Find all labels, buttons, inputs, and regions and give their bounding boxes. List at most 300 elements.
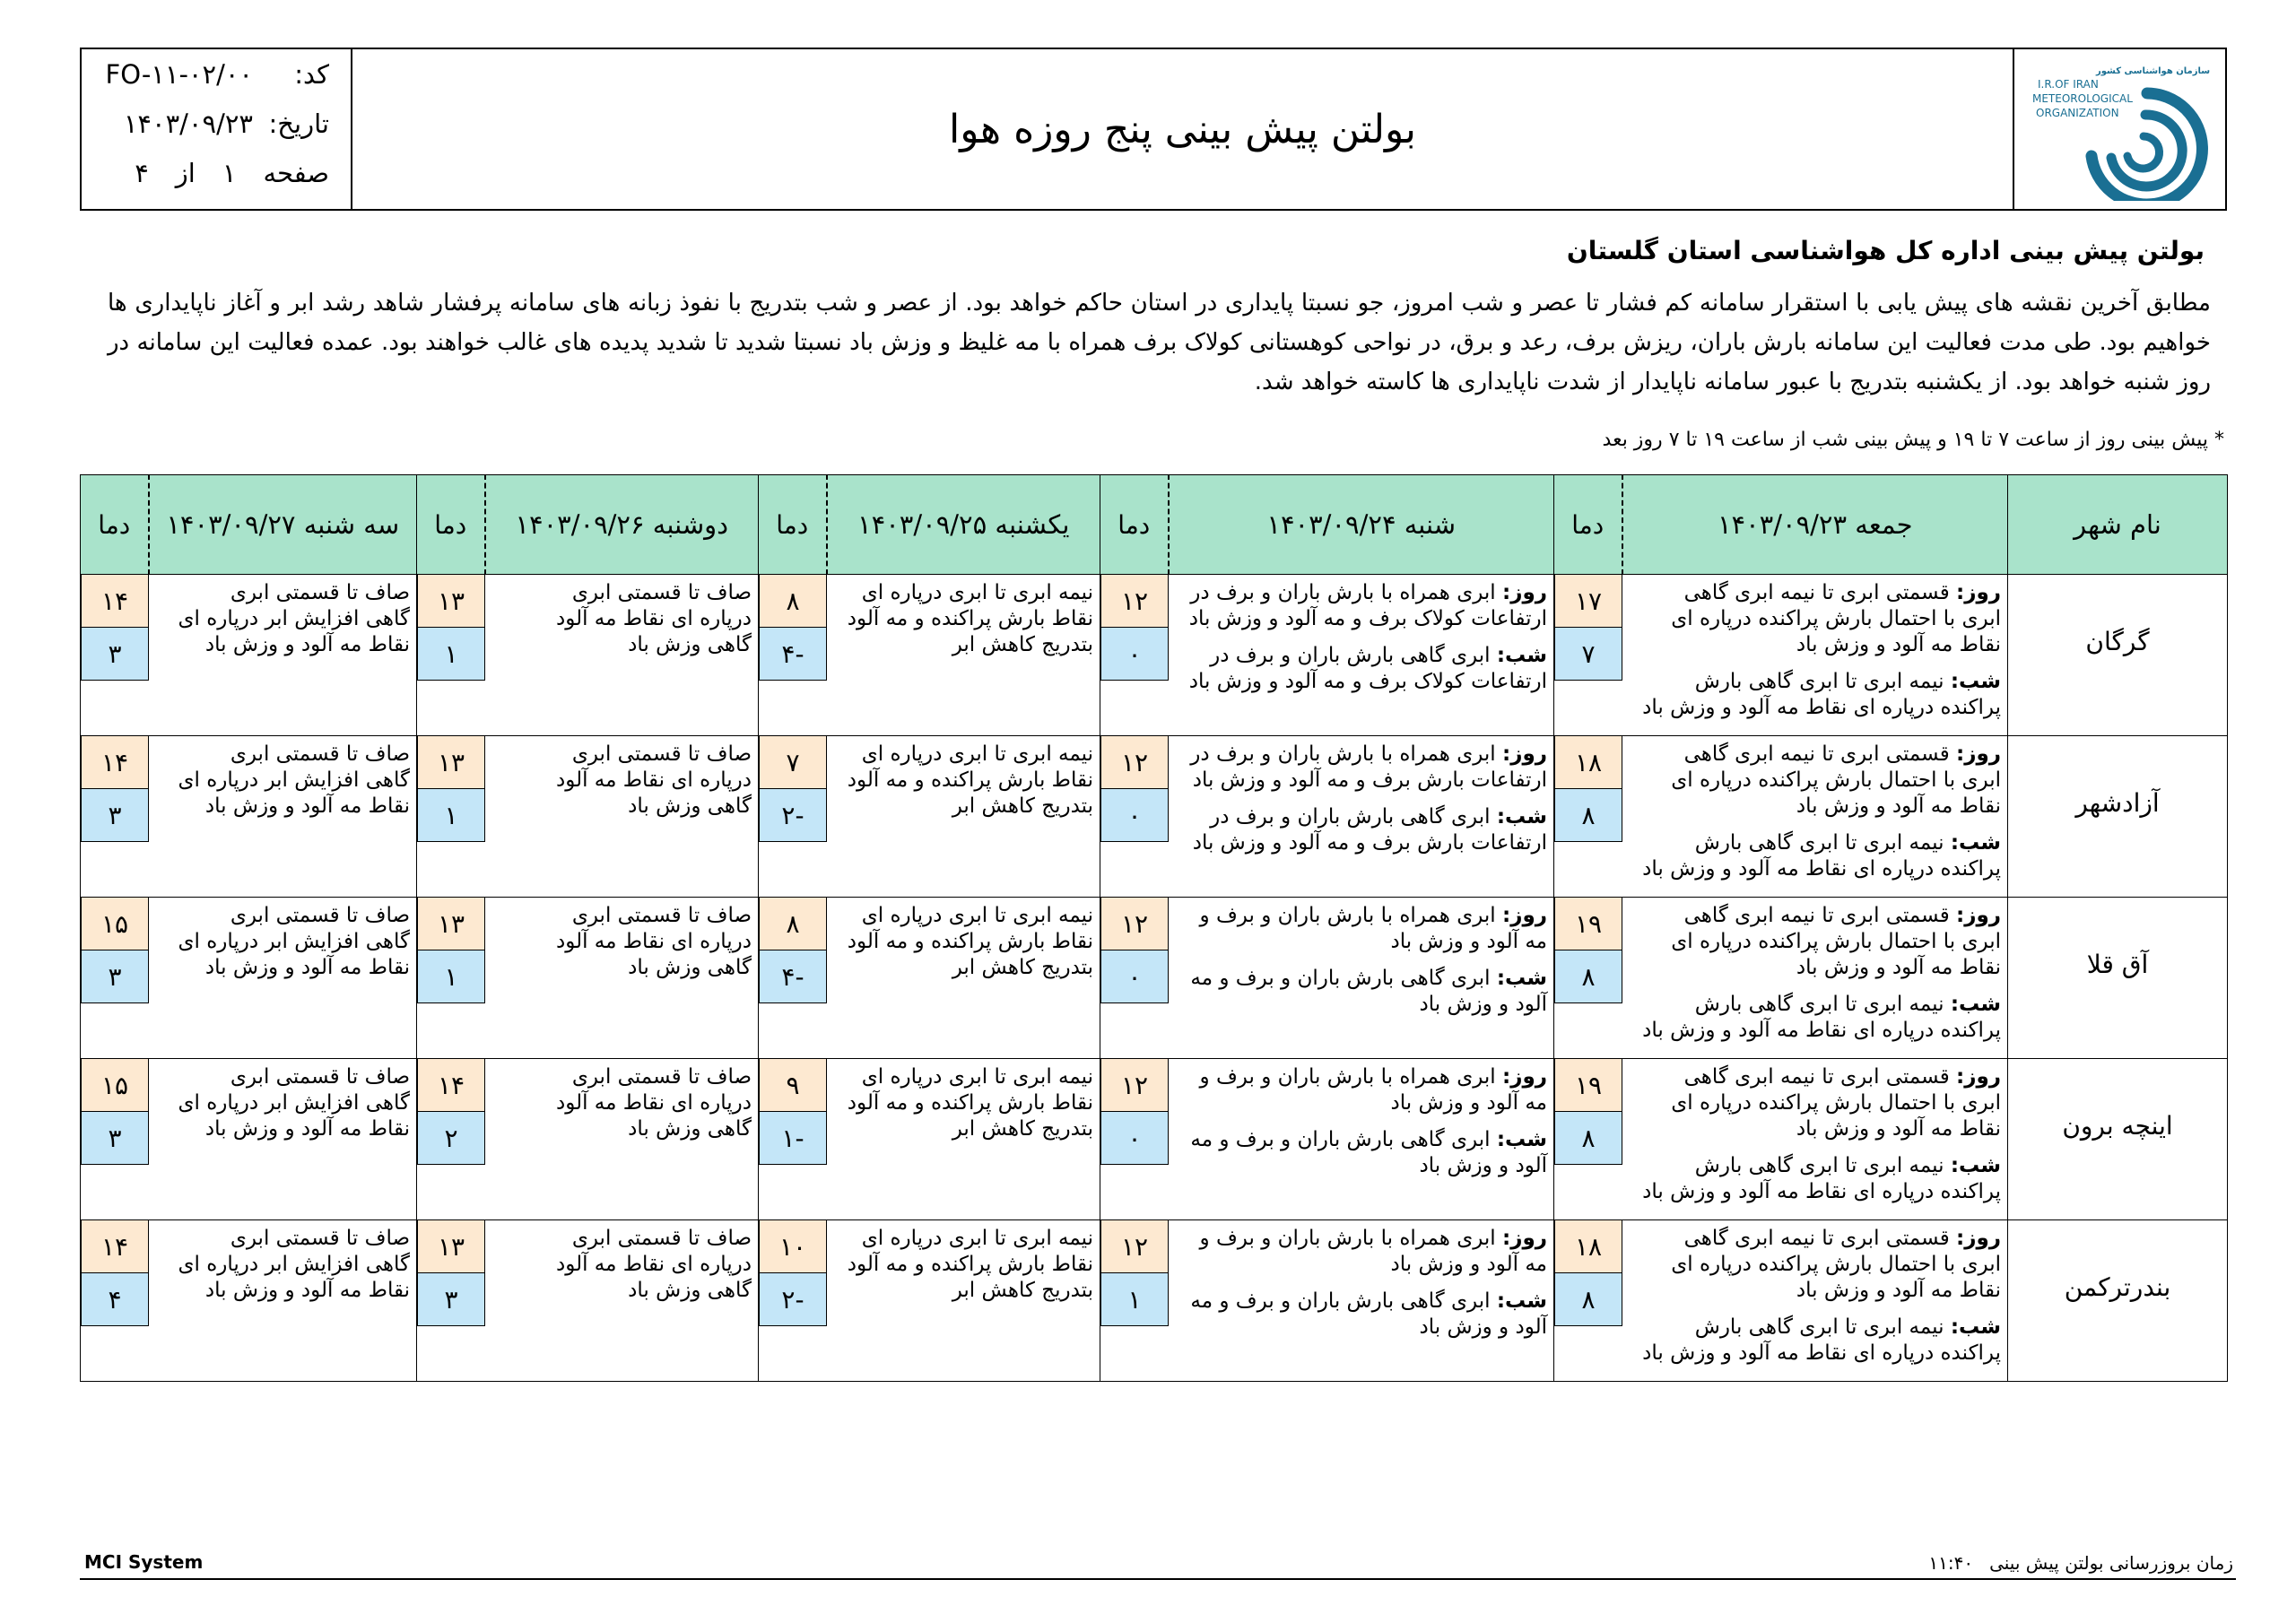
forecast-line: نقاط مه آلود و وزش باد	[204, 633, 410, 656]
day-forecast-text: نقاط مه آلود و وزش باد	[1796, 1279, 2001, 1302]
min-temperature: ۰	[1100, 1111, 1169, 1165]
day-forecast-text: قسمتی ابری تا نیمه ابری گاهی	[1683, 581, 1950, 604]
night-forecast-line	[1172, 804, 1548, 830]
night-forecast-line	[1172, 643, 1548, 669]
forecast-description	[1622, 736, 2008, 898]
night-forecast-line	[1172, 1153, 1548, 1179]
temperature-cell	[81, 1059, 149, 1220]
max-temperature: ۸	[759, 897, 827, 950]
min-temperature: ۱	[417, 950, 485, 1003]
forecast-line: درپاره ای نقاط مه آلود	[555, 1253, 752, 1276]
night-forecast-text: پراکنده درپاره ای نقاط مه آلود و وزش باد	[1642, 696, 2001, 719]
temperature-cell	[81, 736, 149, 898]
forecast-line: نقاط مه آلود و وزش باد	[204, 956, 410, 979]
table-row	[81, 575, 2228, 736]
night-forecast-text: نیمه ابری تا ابری گاهی بارش	[1694, 831, 1944, 855]
forecast-description	[1169, 898, 1554, 1059]
night-forecast-text: پراکنده درپاره ای نقاط مه آلود و وزش باد	[1642, 1019, 2001, 1042]
code-value: FO-۱۱-۰۲/۰۰	[105, 59, 253, 90]
table-row	[81, 736, 2228, 898]
day-forecast-text: نقاط مه آلود و وزش باد	[1796, 633, 2001, 656]
day-forecast-line	[1172, 580, 1548, 606]
table-header-row	[81, 475, 2228, 575]
forecast-line: نیمه ابری تا ابری درپاره ای	[861, 904, 1093, 927]
forecast-line: گاهی وزش باد	[628, 1279, 752, 1302]
max-temperature: ۱۲	[1100, 1219, 1169, 1273]
min-temperature: ۸	[1554, 788, 1622, 842]
day-label: روز:	[1502, 1065, 1547, 1089]
night-forecast	[1172, 1127, 1548, 1179]
city-name: آزادشهر	[2008, 736, 2228, 898]
meteorological-organization-logo	[2013, 49, 2225, 209]
forecast-line: گاهی وزش باد	[628, 1117, 752, 1141]
night-forecast	[1172, 1289, 1548, 1341]
day-forecast-text: قسمتی ابری تا نیمه ابری گاهی	[1683, 1065, 1950, 1089]
forecast-table-body	[81, 575, 2228, 1382]
forecast-line: بتدریج کاهش ابر	[952, 633, 1093, 656]
min-temperature: ۱	[417, 788, 485, 842]
night-forecast-line	[1626, 1341, 2002, 1367]
temperature-cell	[1554, 1059, 1622, 1220]
day-forecast	[1626, 580, 2002, 658]
day-label: روز:	[1502, 1227, 1547, 1250]
bulletin-header	[80, 48, 2227, 211]
night-forecast	[1626, 830, 2002, 882]
forecast-line: نقاط بارش پراکنده و مه آلود	[847, 607, 1093, 630]
day-forecast-line	[1626, 1116, 2002, 1142]
forecast-line: نقاط بارش پراکنده و مه آلود	[847, 1091, 1093, 1115]
day-forecast-line	[1626, 1226, 2002, 1252]
night-forecast-line	[1626, 830, 2002, 856]
min-temperature: ۳	[417, 1272, 485, 1326]
day-forecast-text: قسمتی ابری تا نیمه ابری گاهی	[1683, 904, 1950, 927]
min-temperature: -۱	[759, 1111, 827, 1165]
logo-text-line2: METEOROLOGICAL	[2031, 92, 2133, 105]
day-forecast-line	[1172, 929, 1548, 955]
min-temperature: ۳	[81, 627, 149, 681]
temp-header: دما	[81, 475, 149, 575]
night-forecast-text: ابری گاهی بارش باران و برف در	[1210, 644, 1491, 667]
temperature-cell	[1554, 898, 1622, 1059]
forecast-description	[1169, 575, 1554, 736]
max-temperature: ۱۵	[81, 897, 149, 950]
footer-update-info	[1928, 1552, 2233, 1574]
logo-text-fa: سازمان هواشناسی کشور	[2095, 66, 2210, 76]
forecast-line: بتدریج کاهش ابر	[952, 956, 1093, 979]
night-forecast-text: نیمه ابری تا ابری گاهی بارش	[1694, 670, 1944, 693]
forecast-description	[1622, 575, 2008, 736]
forecast-line: گاهی افزایش ابر درپاره ای	[178, 1091, 410, 1115]
temperature-cell	[81, 1220, 149, 1382]
forecast-description	[1622, 1220, 2008, 1382]
footer-update-label: زمان بروزرسانی بولتن پیش بینی	[1989, 1552, 2233, 1574]
day-forecast-text: ابری با احتمال بارش پراکنده درپاره ای	[1671, 930, 2001, 953]
day-forecast-text: ابری همراه با بارش باران و برف و	[1199, 904, 1496, 927]
temperature-cell	[81, 898, 149, 1059]
night-forecast-text: ابری گاهی بارش باران و برف و مه	[1190, 1128, 1491, 1151]
day-forecast-line	[1626, 794, 2002, 820]
forecast-line: نیمه ابری تا ابری درپاره ای	[861, 742, 1093, 766]
night-forecast	[1172, 966, 1548, 1018]
forecast-line: درپاره ای نقاط مه آلود	[555, 930, 752, 953]
temperature-cell	[1554, 575, 1622, 736]
night-forecast-text: نیمه ابری تا ابری گاهی بارش	[1694, 1315, 1944, 1339]
forecast-description	[149, 1059, 417, 1220]
bulletin-title: بولتن پیش بینی پنج روزه هوا	[948, 106, 1417, 152]
forecast-line: بتدریج کاهش ابر	[952, 1117, 1093, 1141]
max-temperature: ۱۲	[1100, 1058, 1169, 1112]
forecast-line: صاف تا قسمتی ابری	[230, 581, 410, 604]
forecast-description	[827, 1220, 1100, 1382]
temperature-cell	[1100, 1220, 1169, 1382]
temperature-cell	[417, 736, 485, 898]
forecast-description	[1622, 898, 2008, 1059]
forecast-description	[827, 736, 1100, 898]
night-forecast	[1172, 643, 1548, 695]
temperature-cell	[417, 898, 485, 1059]
forecast-line: گاهی وزش باد	[628, 794, 752, 818]
day-forecast-line	[1626, 929, 2002, 955]
temp-header: دما	[417, 475, 485, 575]
temperature-cell	[417, 1059, 485, 1220]
day-forecast	[1172, 1064, 1548, 1116]
day-forecast-text: ابری با احتمال بارش پراکنده درپاره ای	[1671, 607, 2001, 630]
forecast-line: گاهی افزایش ابر درپاره ای	[178, 768, 410, 792]
night-forecast-line	[1626, 1153, 2002, 1179]
min-temperature: ۰	[1100, 627, 1169, 681]
night-label: شب:	[1496, 805, 1547, 829]
forecast-line: نیمه ابری تا ابری درپاره ای	[861, 1065, 1093, 1089]
forecast-description	[485, 1220, 759, 1382]
max-temperature: ۹	[759, 1058, 827, 1112]
temp-header: دما	[1100, 475, 1169, 575]
date-label: تاریخ:	[268, 108, 329, 139]
night-label: شب:	[1950, 993, 2001, 1016]
forecast-line: نیمه ابری تا ابری درپاره ای	[861, 1227, 1093, 1250]
night-forecast-line	[1626, 1179, 2002, 1205]
day-forecast-line	[1626, 1252, 2002, 1278]
forecast-line: صاف تا قسمتی ابری	[571, 581, 752, 604]
day-label: روز:	[1956, 904, 2001, 927]
date-value: ۱۴۰۳/۰۹/۲۳	[123, 108, 253, 139]
day-forecast-line	[1626, 1278, 2002, 1304]
max-temperature: ۱۸	[1554, 1219, 1622, 1273]
day-forecast	[1626, 1064, 2002, 1142]
forecast-line: گاهی افزایش ابر درپاره ای	[178, 607, 410, 630]
temperature-cell	[759, 1059, 827, 1220]
day-header-2: شنبه ۱۴۰۳/۰۹/۲۴	[1169, 475, 1554, 575]
max-temperature: ۱۳	[417, 574, 485, 628]
temperature-cell	[1100, 1059, 1169, 1220]
forecast-table	[80, 474, 2228, 1382]
forecast-line: نقاط بارش پراکنده و مه آلود	[847, 930, 1093, 953]
min-temperature: ۴	[81, 1272, 149, 1326]
intro-paragraph: مطابق آخرین نقشه های پیش یابی با استقرار سامانه کم فشار تا عصر و شب امروز، جو نسبتا پایداری در استان حاکم خواهد بود. از عصر و شب بتدریج با نفوذ زبانه های سامانه پرفشار شاهد رشد ابر و آغاز ناپایداری ها خواهیم بود. طی مدت فعالیت این سامانه بارش باران، ریزش برف، رعد و برق، در نواحی کوهستانی کولاک برف همراه با مه غلیظ و وزش باد نسبتا شدید تا شدید پدیده های غالب خواهند بود. عمده فعالیت این سامانه در روز شنبه خواهد بود. از یکشنبه بتدریج با عبور سامانه ناپایدار از شدت ناپایداری ها کاسته خواهد شد.	[108, 290, 2211, 395]
day-forecast-line	[1172, 903, 1548, 929]
temperature-cell	[1100, 736, 1169, 898]
night-forecast-text: آلود و وزش باد	[1419, 1315, 1547, 1339]
min-temperature: -۴	[759, 950, 827, 1003]
min-temperature: ۰	[1100, 788, 1169, 842]
min-temperature: ۱	[1100, 1272, 1169, 1326]
night-forecast-line	[1626, 1315, 2002, 1341]
night-forecast-text: ابری گاهی بارش باران و برف و مه	[1190, 967, 1491, 990]
night-forecast-text: نیمه ابری تا ابری گاهی بارش	[1694, 993, 1944, 1016]
forecast-line: نقاط مه آلود و وزش باد	[204, 794, 410, 818]
night-forecast-line	[1626, 695, 2002, 721]
day-forecast-line	[1626, 1064, 2002, 1090]
night-forecast	[1626, 1315, 2002, 1367]
forecast-line: بتدریج کاهش ابر	[952, 794, 1093, 818]
night-forecast-text: پراکنده درپاره ای نقاط مه آلود و وزش باد	[1642, 1341, 2001, 1365]
city-name: گرگان	[2008, 575, 2228, 736]
day-forecast-text: ابری همراه با بارش باران و برف در	[1190, 581, 1496, 604]
footer-divider	[80, 1578, 2236, 1580]
page-of: از	[175, 158, 196, 188]
night-label: شب:	[1496, 1289, 1547, 1313]
forecast-line: صاف تا قسمتی ابری	[230, 904, 410, 927]
day-forecast-line	[1626, 632, 2002, 658]
city-column-header: نام شهر	[2008, 475, 2228, 575]
night-forecast	[1626, 1153, 2002, 1205]
temperature-cell	[759, 736, 827, 898]
temperature-cell	[1100, 898, 1169, 1059]
night-forecast-line	[1172, 1315, 1548, 1341]
forecast-line: صاف تا قسمتی ابری	[571, 742, 752, 766]
max-temperature: ۱۴	[81, 1219, 149, 1273]
min-temperature: -۲	[759, 788, 827, 842]
day-forecast	[1172, 1226, 1548, 1278]
forecast-description	[1622, 1059, 2008, 1220]
forecast-line: نقاط بارش پراکنده و مه آلود	[847, 1253, 1093, 1276]
day-forecast-text: ابری همراه با بارش باران و برف در	[1190, 742, 1496, 766]
max-temperature: ۱۳	[417, 897, 485, 950]
day-forecast-line	[1172, 1090, 1548, 1116]
temperature-cell	[81, 575, 149, 736]
min-temperature: -۴	[759, 627, 827, 681]
table-row	[81, 1220, 2228, 1382]
forecast-description	[149, 575, 417, 736]
night-forecast-line	[1172, 1127, 1548, 1153]
forecast-line: صاف تا قسمتی ابری	[571, 1227, 752, 1250]
night-forecast	[1626, 669, 2002, 721]
day-forecast-text: نقاط مه آلود و وزش باد	[1796, 956, 2001, 979]
forecast-description	[149, 736, 417, 898]
night-label: شب:	[1496, 644, 1547, 667]
min-temperature: ۱	[417, 627, 485, 681]
date-row	[82, 108, 329, 161]
logo-text-line1: I.R.OF IRAN	[2037, 78, 2099, 91]
temperature-cell	[417, 1220, 485, 1382]
logo-text-line3: ORGANIZATION	[2035, 107, 2119, 119]
forecast-line: صاف تا قسمتی ابری	[571, 904, 752, 927]
table-row	[81, 898, 2228, 1059]
day-label: روز:	[1956, 1227, 2001, 1250]
max-temperature: ۷	[759, 735, 827, 789]
document-info-box	[82, 49, 352, 209]
forecast-line: نقاط بارش پراکنده و مه آلود	[847, 768, 1093, 792]
day-forecast-text: مه آلود و وزش باد	[1390, 1253, 1547, 1276]
temperature-cell	[1100, 575, 1169, 736]
forecast-line: صاف تا قسمتی ابری	[230, 1227, 410, 1250]
page-number: ۱	[222, 158, 237, 188]
forecast-line: بتدریج کاهش ابر	[952, 1279, 1093, 1302]
day-forecast-line	[1626, 606, 2002, 632]
min-temperature: ۰	[1100, 950, 1169, 1003]
forecast-description	[485, 1059, 759, 1220]
forecast-line: صاف تا قسمتی ابری	[230, 1065, 410, 1089]
day-forecast-text: مه آلود و وزش باد	[1390, 930, 1547, 953]
forecast-line: گاهی افزایش ابر درپاره ای	[178, 1253, 410, 1276]
day-header-1: جمعه ۱۴۰۳/۰۹/۲۳	[1622, 475, 2008, 575]
day-forecast	[1172, 903, 1548, 955]
day-forecast-text: قسمتی ابری تا نیمه ابری گاهی	[1683, 742, 1950, 766]
forecast-line: درپاره ای نقاط مه آلود	[555, 768, 752, 792]
day-header-4: دوشنبه ۱۴۰۳/۰۹/۲۶	[485, 475, 759, 575]
night-label: شب:	[1496, 1128, 1547, 1151]
night-forecast-text: ابری گاهی بارش باران و برف و مه	[1190, 1289, 1491, 1313]
day-header-5: سه شنبه ۱۴۰۳/۰۹/۲۷	[149, 475, 417, 575]
day-forecast-text: ابری با احتمال بارش پراکنده درپاره ای	[1671, 768, 2001, 792]
night-label: شب:	[1950, 670, 2001, 693]
night-forecast-line	[1626, 1018, 2002, 1044]
day-forecast-line	[1626, 580, 2002, 606]
day-forecast	[1172, 580, 1548, 632]
day-label: روز:	[1502, 904, 1547, 927]
night-forecast-text: پراکنده درپاره ای نقاط مه آلود و وزش باد	[1642, 1180, 2001, 1203]
temperature-cell	[759, 898, 827, 1059]
max-temperature: ۱۹	[1554, 897, 1622, 950]
night-forecast-text: پراکنده درپاره ای نقاط مه آلود و وزش باد	[1642, 857, 2001, 881]
forecast-line: گاهی افزایش ابر درپاره ای	[178, 930, 410, 953]
forecast-line: نیمه ابری تا ابری درپاره ای	[861, 581, 1093, 604]
min-temperature: ۳	[81, 1111, 149, 1165]
code-label: کد:	[294, 59, 329, 90]
day-label: روز:	[1502, 742, 1547, 766]
max-temperature: ۱۲	[1100, 897, 1169, 950]
city-name: آق قلا	[2008, 898, 2228, 1059]
forecast-description	[149, 1220, 417, 1382]
day-label: روز:	[1502, 581, 1547, 604]
max-temperature: ۱۴	[81, 735, 149, 789]
day-forecast-line	[1172, 1064, 1548, 1090]
max-temperature: ۱۷	[1554, 574, 1622, 628]
code-row	[82, 59, 329, 111]
max-temperature: ۱۹	[1554, 1058, 1622, 1112]
forecast-line: درپاره ای نقاط مه آلود	[555, 1091, 752, 1115]
page-label: صفحه	[263, 158, 329, 188]
temperature-cell	[1554, 736, 1622, 898]
max-temperature: ۱۰	[759, 1219, 827, 1273]
day-header-3: یکشنبه ۱۴۰۳/۰۹/۲۵	[827, 475, 1100, 575]
max-temperature: ۱۳	[417, 1219, 485, 1273]
night-label: شب:	[1950, 1315, 2001, 1339]
max-temperature: ۱۸	[1554, 735, 1622, 789]
night-forecast-line	[1172, 966, 1548, 992]
night-forecast-line	[1172, 1289, 1548, 1315]
day-forecast-text: نقاط مه آلود و وزش باد	[1796, 1117, 2001, 1141]
temperature-cell	[417, 575, 485, 736]
night-forecast	[1172, 804, 1548, 856]
max-temperature: ۱۴	[81, 574, 149, 628]
forecast-line: گاهی وزش باد	[628, 633, 752, 656]
max-temperature: ۱۳	[417, 735, 485, 789]
forecast-description	[485, 898, 759, 1059]
min-temperature: ۷	[1554, 627, 1622, 681]
page-row	[82, 158, 329, 210]
table-row	[81, 1059, 2228, 1220]
day-forecast-text: ابری همراه با بارش باران و برف و	[1199, 1065, 1496, 1089]
forecast-description	[1169, 1059, 1554, 1220]
temp-header: دما	[1554, 475, 1622, 575]
page-total: ۴	[135, 158, 149, 188]
forecast-line: نقاط مه آلود و وزش باد	[204, 1279, 410, 1302]
night-label: شب:	[1496, 967, 1547, 990]
day-forecast-text: ابری همراه با بارش باران و برف و	[1199, 1227, 1496, 1250]
forecast-description	[1169, 1220, 1554, 1382]
night-forecast-line	[1172, 669, 1548, 695]
night-forecast-line	[1626, 669, 2002, 695]
day-label: روز:	[1956, 581, 2001, 604]
day-forecast-line	[1626, 955, 2002, 981]
forecast-time-note: * پیش بینی روز از ساعت ۷ تا ۱۹ و پیش بینی شب از ساعت ۱۹ تا ۷ روز بعد	[1602, 429, 2224, 451]
night-forecast	[1626, 992, 2002, 1044]
city-name: بندرترکمن	[2008, 1220, 2228, 1382]
footer-system-name: MCI System	[84, 1551, 204, 1573]
day-forecast	[1626, 742, 2002, 820]
day-forecast-line	[1172, 606, 1548, 632]
day-forecast-line	[1172, 1226, 1548, 1252]
min-temperature: ۸	[1554, 1272, 1622, 1326]
forecast-description	[485, 736, 759, 898]
min-temperature: ۸	[1554, 1111, 1622, 1165]
day-forecast	[1626, 1226, 2002, 1304]
intro-title: بولتن پیش بینی اداره کل هواشناسی استان گلستان	[1566, 236, 2205, 265]
day-forecast	[1626, 903, 2002, 981]
forecast-description	[1169, 736, 1554, 898]
forecast-line: صاف تا قسمتی ابری	[571, 1065, 752, 1089]
night-forecast-text: آلود و وزش باد	[1419, 1154, 1547, 1177]
night-forecast-text: آلود و وزش باد	[1419, 993, 1547, 1016]
max-temperature: ۱۲	[1100, 735, 1169, 789]
temp-header: دما	[759, 475, 827, 575]
forecast-description	[827, 575, 1100, 736]
max-temperature: ۱۵	[81, 1058, 149, 1112]
night-forecast-text: نیمه ابری تا ابری گاهی بارش	[1694, 1154, 1944, 1177]
day-forecast-line	[1172, 1252, 1548, 1278]
max-temperature: ۱۴	[417, 1058, 485, 1112]
night-forecast-text: ابری گاهی بارش باران و برف در	[1210, 805, 1491, 829]
night-forecast-line	[1172, 992, 1548, 1018]
day-label: روز:	[1956, 742, 2001, 766]
min-temperature: ۲	[417, 1111, 485, 1165]
logo-emblem-icon	[2031, 57, 2210, 201]
day-label: روز:	[1956, 1065, 2001, 1089]
min-temperature: ۸	[1554, 950, 1622, 1003]
day-forecast-text: ابری با احتمال بارش پراکنده درپاره ای	[1671, 1091, 2001, 1115]
forecast-description	[485, 575, 759, 736]
temperature-cell	[759, 1220, 827, 1382]
night-forecast-line	[1626, 992, 2002, 1018]
night-label: شب:	[1950, 1154, 2001, 1177]
forecast-line: نقاط مه آلود و وزش باد	[204, 1117, 410, 1141]
forecast-line: درپاره ای نقاط مه آلود	[555, 607, 752, 630]
day-forecast-line	[1172, 768, 1548, 794]
forecast-line: گاهی وزش باد	[628, 956, 752, 979]
city-name: اینچه برون	[2008, 1059, 2228, 1220]
min-temperature: -۲	[759, 1272, 827, 1326]
day-forecast	[1172, 742, 1548, 794]
